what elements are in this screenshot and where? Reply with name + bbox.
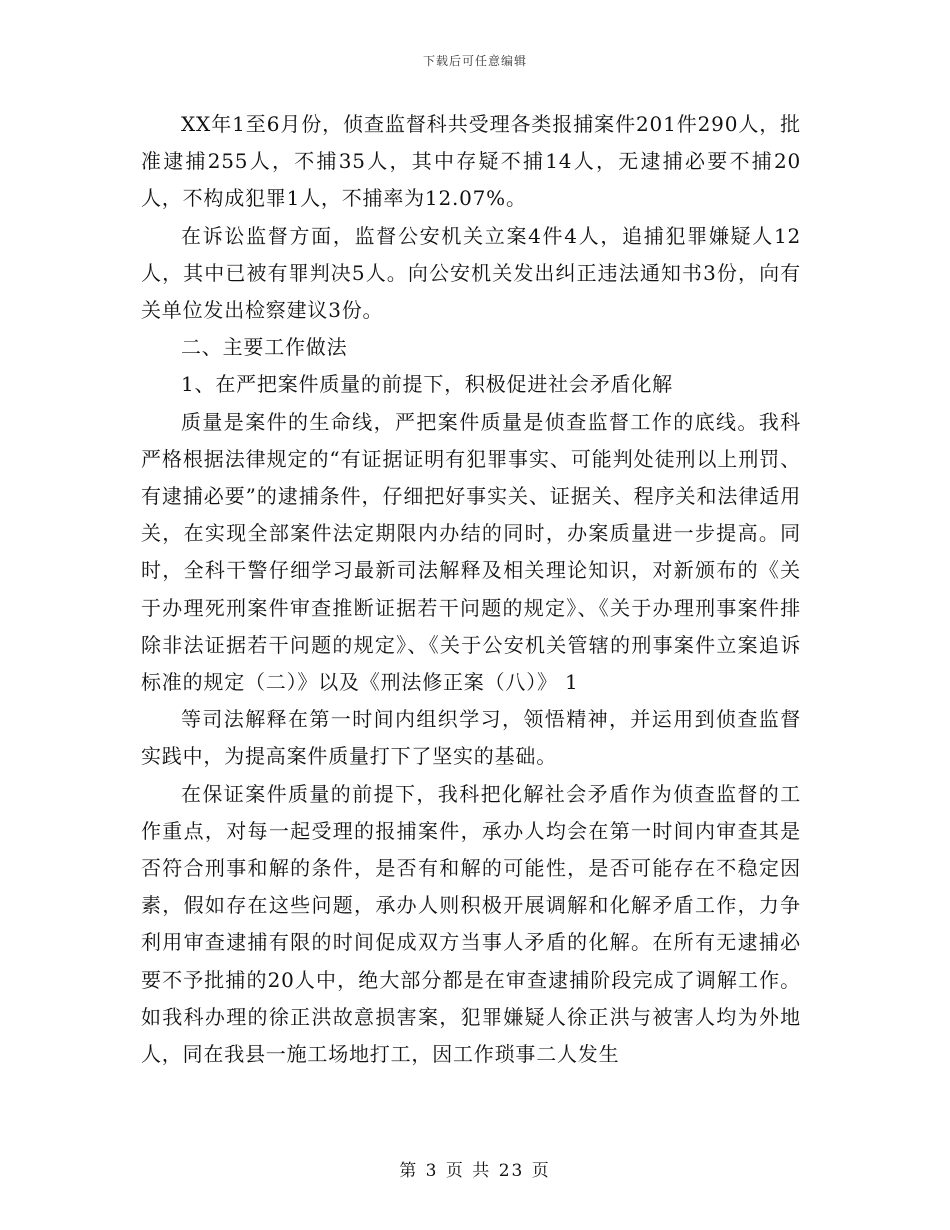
- paragraph-statistics: XX年1至6月份，侦查监督科共受理各类报捕案件201件290人，批准逮捕255人，不捕35人，其中存疑不捕14人，无逮捕必要不捕20人，不构成犯罪1人，不捕率为12.07%。: [141, 112, 801, 211]
- header-note: 下载后可任意编辑: [422, 54, 527, 68]
- paragraph-case-quality: 质量是案件的生命线，严把案件质量是侦查监督工作的底线。我科严格根据法律规定的“有证据证明有犯罪事实、可能判处徒刑以上刑罚、有逮捕必要”的逮捕条件，仔细把好事实关、证据关、程序关和法律适用关，在实现全部案件法定期限内办结的同时，办案质量进一步提高。同时，全科干警仔细学习最新司法解释及相关理论知识，对新颁布的《关于办理死刑案件审查推断证据若干问题的规定》、《关于办理刑事案件排除非法证据若干问题的规定》、《关于公安机关管辖的刑事案件立案追诉标准的规定（二）》以及《刑法修正案（八）》 1: [141, 409, 801, 695]
- paragraph-litigation-supervision: 在诉讼监督方面，监督公安机关立案4件4人，追捕犯罪嫌疑人12人，其中已被有罪判决5人。向公安机关发出纠正违法通知书3份，向有关单位发出检察建议3份。: [141, 223, 801, 323]
- paragraph-conflict-resolution: 在保证案件质量的前提下，我科把化解社会矛盾作为侦查监督的工作重点，对每一起受理的报捕案件，承办人均会在第一时间内审查其是否符合刑事和解的条件，是否有和解的可能性，是否可能存在不稳定因素，假如存在这些问题，承办人则积极开展调解和化解矛盾工作，力争利用审查逮捕有限的时间促成双方当事人矛盾的化解。在所有无逮捕必要不予批捕的20人中，绝大部分都是在审查逮捕阶段完成了调解工作。如我科办理的徐正洪故意损害案，犯罪嫌疑人徐正洪与被害人均为外地人，同在我县一施工场地打工，因工作琐事二人发生: [141, 781, 801, 1067]
- document-body: [141, 106, 801, 1073]
- section-heading: 二、主要工作做法: [181, 335, 348, 360]
- paragraph-judicial-interpretation: 等司法解释在第一时间内组织学习，领悟精神，并运用到侦查监督实践中，为提高案件质量打下了坚实的基础。: [141, 707, 801, 769]
- subsection-heading: 1、在严把案件质量的前提下，积极促进社会矛盾化解: [181, 372, 673, 397]
- page-number-footer: 第 3 页 共 23 页: [399, 1161, 551, 1181]
